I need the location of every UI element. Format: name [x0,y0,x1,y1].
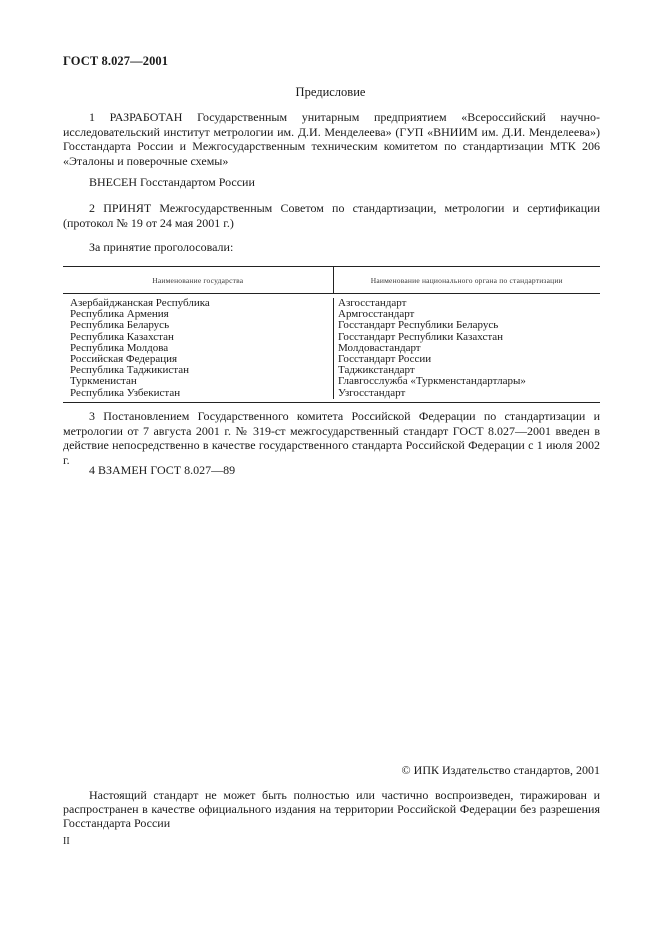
table-cell-state: Республика Казахстан [70,330,174,343]
paragraph-adopted-by: 2 ПРИНЯТ Межгосударственным Советом по стандартизации, метрологии и сертификации (протокол № 19 от 24 мая 2001 г.) [63,201,600,230]
preface-title: Предисловие [295,85,366,99]
table-header-row [63,267,600,294]
paragraph-developed-by: 1 РАЗРАБОТАН Государственным унитарным предприятием «Всероссийский научно-исследовательский институт метрологии им. Д.И. Менделеева» (ГУП «ВНИИМ им. Д.И. Менделеева») Госстандарта России и Межгосударственным техническим комитетом по стандартизации МТК 206 «Эталоны и поверочные схемы» [63,110,600,168]
table-cell-org: Главгосслужба «Туркменстандартлары» [338,375,526,388]
table-cell-state: Республика Молдова [70,341,169,354]
header-state-name: Наименование государства [152,275,244,285]
copyright-notice: © ИПК Издательство стандартов, 2001 [401,763,600,777]
table-cell-org: Азгосстандарт [338,297,407,309]
table-cell-org: Узгосстандарт [338,386,406,399]
table-cell-org: Армгосстандарт [338,308,415,321]
table-cell-state: Республика Армения [70,308,169,321]
table-cell-org: Госстандарт Республики Казахстан [338,330,504,343]
paragraph-introduced-by: ВНЕСЕН Госстандартом России [89,175,255,189]
table-cell-org: Молдовастандарт [338,341,421,354]
page-number: II [63,836,70,847]
header-standards-body: Наименование национального органа по стандартизации [333,267,601,293]
paragraph-replaces: 4 ВЗАМЕН ГОСТ 8.027—89 [89,463,236,477]
standards-body-column [333,298,600,399]
reproduction-notice: Настоящий стандарт не может быть полностью или частично воспроизведен, тиражирован и распространен в качестве официального издания на территории Российской Федерации без разрешения Госстандарта России [63,788,600,830]
table-cell-state: Российская Федерация [70,352,178,365]
table-cell-org: Госстандарт России [338,352,432,365]
table-cell-state: Республика Таджикистан [70,364,189,377]
document-code: ГОСТ 8.027—2001 [63,54,169,68]
table-cell-state: Республика Беларусь [70,319,170,332]
table-body [63,294,600,402]
table-cell-org: Госстандарт Республики Беларусь [338,319,499,332]
table-cell-state: Азербайджанская Республика [70,297,210,309]
table-cell-state: Туркменистан [70,375,137,388]
paragraph-decree: 3 Постановлением Государственного комитета Российской Федерации по стандартизации и метрологии от 7 августа 2001 г. № 319-ст межгосударственный стандарт ГОСТ 8.027—2001 введен в действие непосредственно в качестве государственного стандарта Российской Федерации с 1 июля 2002 г. [63,409,600,467]
paragraph-voted-for: За принятие проголосовали: [89,240,234,254]
table-cell-state: Республика Узбекистан [70,386,181,399]
state-column [63,298,333,399]
table-cell-org: Таджикстандарт [338,364,415,377]
voting-table [63,266,600,403]
